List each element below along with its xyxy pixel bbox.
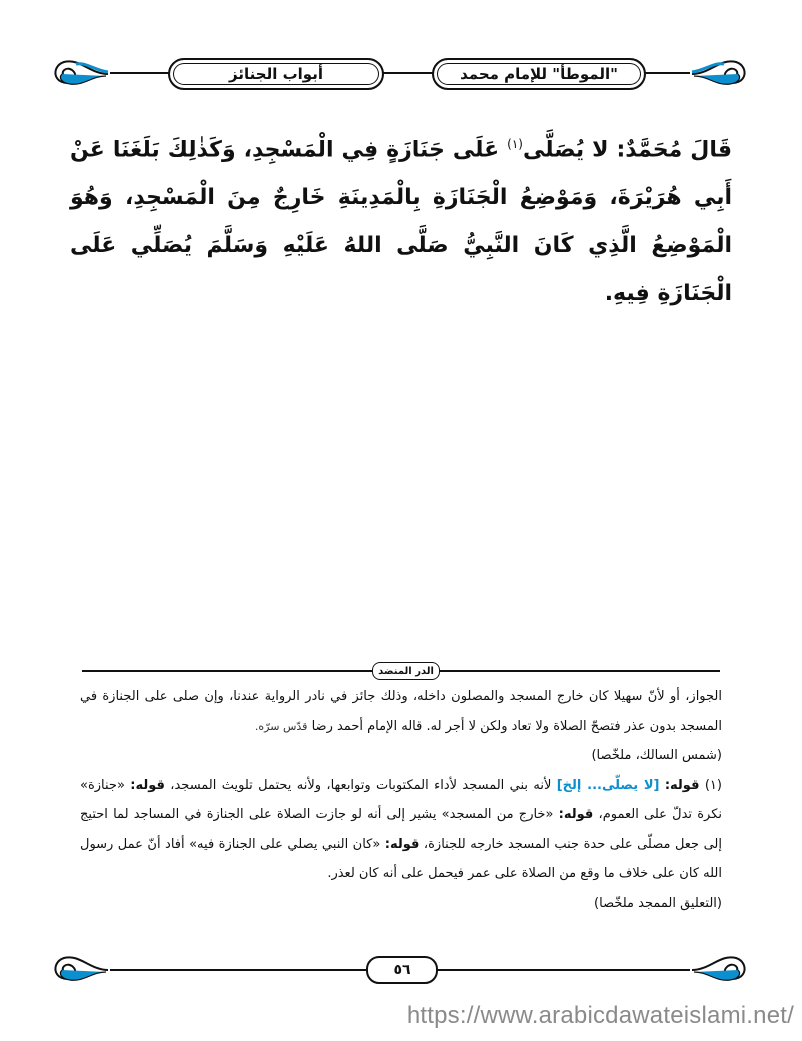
footnote-divider (82, 662, 720, 680)
book-title: "الموطأ" للإمام محمد (432, 58, 646, 90)
ornament-left-icon (50, 950, 110, 990)
page-number: ٥٦ (366, 956, 438, 984)
footnotes (80, 682, 722, 918)
page-footer (50, 950, 750, 990)
qawluhu-label: قوله: (130, 777, 165, 793)
watermark-url[interactable]: https://www.arabicdawateislami.net/ (406, 1002, 794, 1029)
qawluhu-label: قوله: (664, 777, 700, 793)
qawluhu-label: قوله: (558, 807, 594, 822)
main-text-start: قَالَ مُحَمَّدٌ: لا يُصَلَّى (522, 137, 732, 163)
footnote-number: (١) (704, 777, 722, 793)
qawluhu-label: قوله: (384, 836, 420, 852)
footnote-header: الدر المنضد (372, 662, 440, 680)
main-text-rest: عَلَى جَنَازَةٍ فِي الْمَسْجِدِ، وَكَذٰلِكَ بَلَغَنَا عَنْ أَبِي هُرَيْرَةَ، وَمَوْضِعُ الْجَنَازَةِ بِالْمَدِينَةِ خَارِجٌ مِنَ الْمَسْجِدِ، وَهُوَ الْمَوْضِعُ الَّذِي كَانَ النَّبِيُّ صَلَّى اللهُ عَلَيْهِ وَسَلَّمَ يُصَلِّي عَلَى الْجَنَازَةِ فِيهِ. (70, 137, 732, 307)
footnote-source: (التعليق الممجد ملخّصا) (594, 895, 722, 911)
footnote-text: «كان النبي يصلي على الجنازة فيه» أفاد أنّ عمل رسول الله كان على خلاف ما وقع من الصلاة على عمر فيحمل على أنه كان لعذر. (80, 836, 722, 881)
footnote-source: (شمس السالك، ملخّصا) (591, 748, 722, 763)
ornament-right-icon (690, 52, 750, 92)
main-text (70, 120, 732, 318)
footnote-1 (80, 771, 722, 889)
footnote-text: «جنازة» نكرة تدلّ على العموم، (80, 777, 723, 822)
footnote-paragraph (80, 682, 722, 741)
footer-rule (434, 969, 690, 971)
ornament-right-icon (690, 950, 750, 990)
page-header (50, 50, 750, 96)
footnote-text: الجواز، أو لأنّ سهيلا كان خارج المسجد والمصلون داخله، وذلك جائز في نادر الرواية عندنا، وإن صلى على الجنازة في المسجد بدون عذر فتصحّ الصلاة ولا تعاد ولكن لا أجر له. قاله الإمام أحمد رضا (80, 689, 722, 734)
footnote-text: «خارج من المسجد» يشير إلى أنه لو جازت الصلاة على الجنازة في المساجد لما احتيج إلى جعل مصلّى على حدة جنب المسجد خارجه للجنازة، (80, 807, 722, 852)
footnote-ref[interactable]: (١) (507, 137, 523, 151)
footnote-text: لأنه بني المسجد لأداء المكتوبات وتوابعها، ولأنه يحتمل تلويث المسجد، (170, 777, 552, 793)
chapter-title: أبواب الجنائز (168, 58, 384, 90)
quoted-phrase: [لا يصلّى... إلخ] (556, 777, 660, 793)
honorific: قدّس سرّه. (254, 719, 308, 733)
ornament-left-icon (50, 52, 110, 92)
footer-rule (110, 969, 366, 971)
